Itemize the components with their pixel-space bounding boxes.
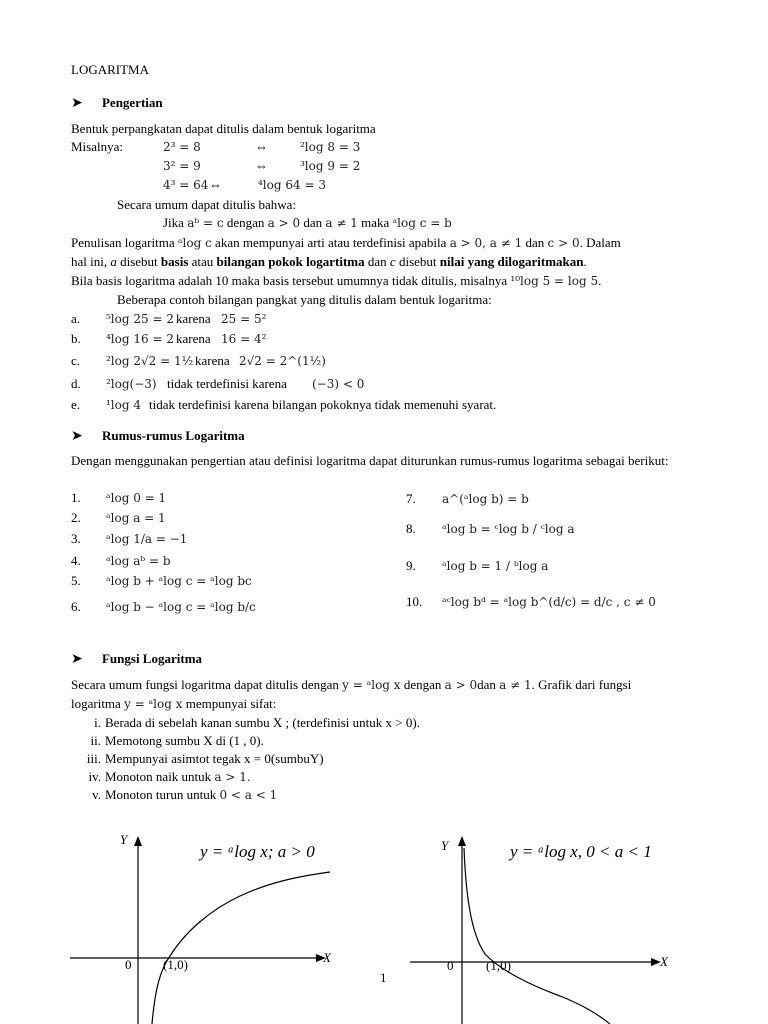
list-item: e. ¹log 4 tidak terdefinisi karena bilangan pokoknya tidak memenuhi syarat.: [71, 397, 497, 412]
equiv-symbol: ⇔: [209, 177, 222, 192]
graph-2-point: (1,0): [486, 958, 511, 973]
list-item: c. ²log 2√2 = 1½ karena 2√2 = 2^(1½): [71, 353, 326, 368]
page-title: LOGARITMA: [71, 62, 149, 77]
formula-item: 1. ᵃlog 0 = 1: [71, 490, 167, 505]
graph-1-y-label: Y: [120, 832, 128, 847]
definition-line: Jika aᵇ = c dengan a > 0 dan a ≠ 1 maka ᵃlog c = b: [163, 215, 452, 230]
equiv-symbol: ⇔: [255, 139, 268, 154]
graph-2-title: y = ᵃlog x, 0 < a < 1: [510, 842, 652, 861]
prop-number: iii.: [86, 751, 101, 766]
example-right-2: ³log 9 = 2: [300, 159, 361, 173]
formula-item: 2. ᵃlog a = 1: [71, 510, 166, 525]
list-item: d. ²log(−3) tidak terdefinisi karena (−3) < 0: [71, 376, 365, 391]
example-right-1: ²log 8 = 3: [300, 140, 361, 154]
prop-number: ii.: [90, 733, 101, 748]
formula-item: 9. ᵃlog b = 1 / ᵇlog a: [406, 558, 549, 573]
misalnya-label: Misalnya:: [71, 139, 123, 154]
graph-1-origin: 0: [125, 957, 132, 972]
graph-2-y-label: Y: [441, 838, 449, 853]
pengertian-intro: Bentuk perpangkatan dapat ditulis dalam bentuk logaritma: [71, 121, 376, 136]
graph-1-x-label: X: [323, 950, 331, 965]
rumus-intro: Dengan menggunakan pengertian atau definisi logaritma dapat diturunkan rumus-rumus logaritma sebagai berikut:: [71, 453, 669, 468]
log-curve: [152, 872, 330, 1024]
fungsi-line-2: logaritma y = ᵃlog x mempunyai sifat:: [71, 696, 277, 711]
basis-10-line: Bila basis logaritma adalah 10 maka basis tersebut umumnya tidak ditulis, misalnya ¹⁰log 5 = log 5.: [71, 273, 602, 288]
penulisan-line-2: hal ini, a disebut basis atau bilangan pokok logartitma dan c disebut nilai yang dilogaritmakan.: [71, 254, 587, 269]
graph-1-point: (1,0): [163, 957, 188, 972]
prop-text: Mempunyai asimtot tegak x = 0(sumbuY): [105, 751, 324, 766]
y-axis-arrow-icon: [134, 836, 142, 846]
section-heading-pengertian: ➤ Pengertian: [71, 95, 163, 111]
formula-item: 8. ᵃlog b = ᶜlog b / ᶜlog a: [406, 521, 575, 536]
page-number: 1: [380, 970, 387, 985]
log-curve: [464, 848, 610, 1024]
arrow-bullet-icon: ➤: [71, 428, 83, 444]
list-item: a. ⁵log 25 = 2 karena 25 = 5²: [71, 311, 267, 326]
list-item: b. ⁴log 16 = 2 karena 16 = 4²: [71, 331, 267, 346]
formula-item: 6. ᵃlog b − ᵃlog c = ᵃlog b/c: [71, 599, 256, 614]
example-left-3: 4³ = 64: [163, 178, 209, 192]
prop-number: v.: [92, 787, 101, 802]
graph-2-x-label: X: [660, 954, 668, 969]
y-axis-arrow-icon: [458, 836, 466, 846]
arrow-bullet-icon: ➤: [71, 651, 83, 667]
arrow-bullet-icon: ➤: [71, 95, 83, 111]
prop-text: Memotong sumbu X di (1 , 0).: [105, 733, 264, 748]
general-statement: Secara umum dapat ditulis bahwa:: [117, 197, 297, 212]
example-left-2: 3² = 9: [163, 159, 201, 173]
formula-item: 10. ᵃᶜlog bᵈ = ᵃlog b^(d/c) = d/c , c ≠ 0: [406, 594, 656, 609]
prop-number: i.: [94, 715, 101, 730]
prop-text: Monoton turun untuk 0 < a < 1: [105, 787, 278, 802]
formula-item: 5. ᵃlog b + ᵃlog c = ᵃlog bc: [71, 573, 252, 588]
fungsi-line-1: Secara umum fungsi logaritma dapat ditulis dengan y = ᵃlog x dengan a > 0dan a ≠ 1. Grafik dari fungsi: [71, 677, 632, 692]
penulisan-line-1: Penulisan logaritma ᵃlog c akan mempunyai arti atau terdefinisi apabila a > 0, a ≠ 1 dan c > 0. Dalam: [71, 235, 621, 250]
prop-text: Berada di sebelah kanan sumbu X ; (terdefinisi untuk x > 0).: [105, 715, 420, 730]
graph-2-origin: 0: [447, 958, 454, 973]
section-heading-rumus: ➤ Rumus-rumus Logaritma: [71, 428, 245, 444]
section-heading-fungsi: ➤ Fungsi Logaritma: [71, 651, 203, 667]
example-left-1: 2³ = 8: [163, 140, 201, 154]
prop-number: iv.: [88, 769, 101, 784]
contoh-intro: Beberapa contoh bilangan pangkat yang ditulis dalam bentuk logaritma:: [117, 292, 492, 307]
formula-item: 3. ᵃlog 1/a = −1: [71, 531, 188, 546]
formula-item: 4. ᵃlog aᵇ = b: [71, 553, 171, 568]
equiv-symbol: ⇔: [255, 158, 268, 173]
prop-text: Monoton naik untuk a > 1.: [105, 769, 251, 784]
formula-item: 7. a^(ᵃlog b) = b: [406, 491, 529, 506]
example-right-3: ⁴log 64 = 3: [258, 178, 326, 192]
graph-1-title: y = ᵃlog x; a > 0: [200, 842, 315, 861]
